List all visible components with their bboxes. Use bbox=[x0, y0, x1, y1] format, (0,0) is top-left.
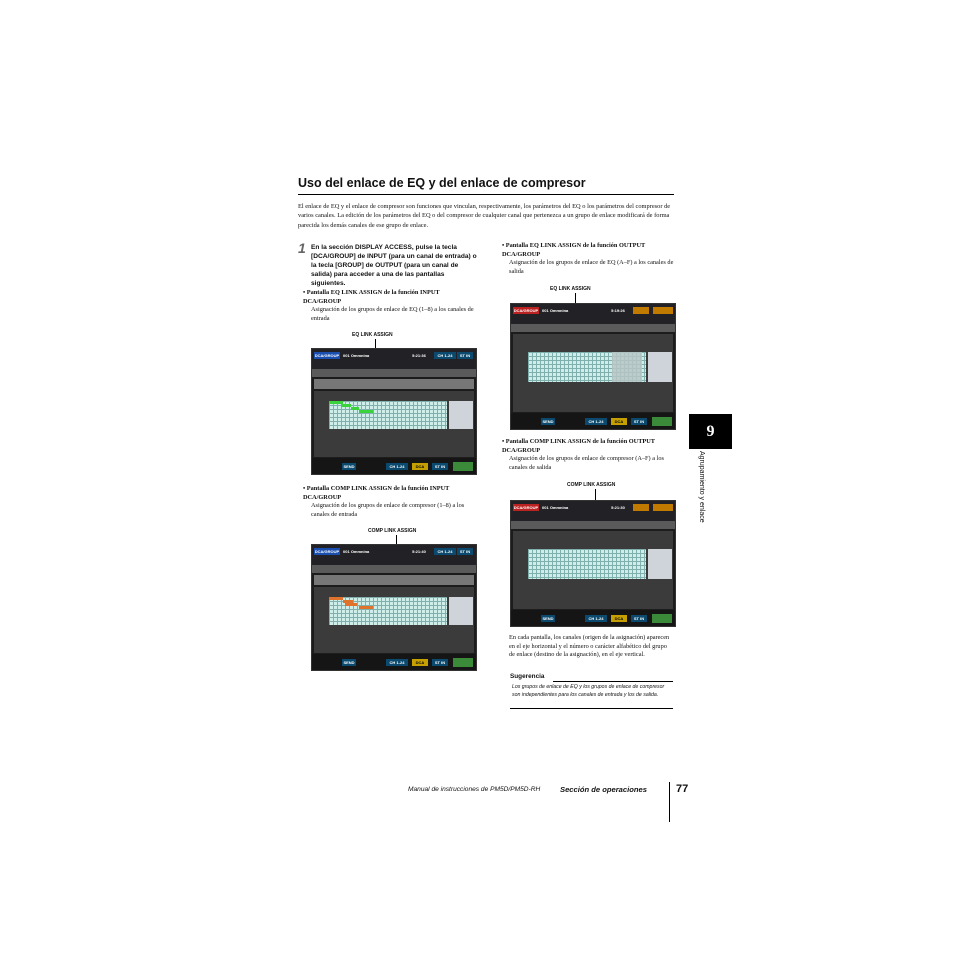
send-tab: SEND bbox=[542, 616, 554, 621]
scene-name: 001 Ommnina bbox=[343, 549, 370, 554]
send-tab: SEND bbox=[542, 419, 554, 424]
step-text: En la sección DISPLAY ACCESS, pulse la tecla [DCA/GROUP] de INPUT (para un canal de entrada) o la tecla [GROUP] de OUTPUT (para un canal de salida) para acceder a una de las pantallas siguientes. bbox=[311, 244, 477, 287]
st-in-footer: ST IN bbox=[432, 659, 448, 666]
item-input-eq bbox=[303, 289, 478, 323]
screenshot-output-comp-link bbox=[510, 500, 676, 627]
tip-top-rule bbox=[553, 681, 673, 682]
ch-range: CH 1-24 bbox=[434, 352, 456, 359]
st-in: ST IN bbox=[457, 548, 473, 555]
item-output-comp bbox=[502, 438, 674, 472]
tip-label: Sugerencia bbox=[510, 673, 545, 680]
scene-name: 001 Ommnina bbox=[343, 353, 370, 358]
item-body: Asignación de los grupos de enlace de compresor (A–F) a los canales de salida bbox=[509, 455, 664, 471]
chapter-label: Agrupamiento y enlace bbox=[698, 451, 705, 523]
screenshot-output-eq-link bbox=[510, 303, 676, 430]
callout-comp-link-assign: COMP LINK ASSIGN bbox=[567, 482, 616, 488]
section-title: Uso del enlace de EQ y del enlace de compresor bbox=[298, 176, 586, 190]
tip-bottom-rule bbox=[510, 708, 673, 709]
time-display: 5:21:30 bbox=[611, 505, 625, 510]
page-number: 77 bbox=[676, 783, 689, 795]
ch-range: CH 1-24 bbox=[434, 548, 456, 555]
ch-range-footer: CH 1-24 bbox=[585, 418, 607, 425]
item-body: Asignación de los grupos de enlace de compresor (1–8) a los canales de entrada bbox=[311, 502, 465, 518]
footer-divider bbox=[669, 782, 670, 822]
time-display: 5:19:26 bbox=[611, 308, 625, 313]
func-label: DCA/GROUP bbox=[314, 353, 340, 358]
ch-range-footer: CH 1-24 bbox=[585, 615, 607, 622]
time-display: 5:21:40 bbox=[412, 549, 426, 554]
dca-tab: DCA bbox=[611, 615, 627, 622]
closing-paragraph: En cada pantalla, los canales (origen de la asignación) aparecen en el eje horizontal y el número o carácter alfabético del grupo de enlace (destino de la asignación), en el eje vertical. bbox=[509, 634, 670, 659]
footer-section: Sección de operaciones bbox=[560, 785, 647, 794]
ch-range-footer: CH 1-24 bbox=[386, 659, 408, 666]
footer-manual: Manual de instrucciones de PM5D/PM5D-RH bbox=[408, 786, 541, 793]
item-heading: • Pantalla EQ LINK ASSIGN de la función INPUT DCA/GROUP bbox=[303, 289, 440, 305]
item-heading: • Pantalla EQ LINK ASSIGN de la función OUTPUT DCA/GROUP bbox=[502, 242, 646, 258]
callout-comp-link-assign: COMP LINK ASSIGN bbox=[368, 528, 417, 534]
callout-eq-link-assign: EQ LINK ASSIGN bbox=[550, 286, 591, 292]
func-label: DCA/GROUP bbox=[314, 549, 340, 554]
screenshot-input-comp-link bbox=[311, 544, 477, 671]
screenshot-input-eq-link bbox=[311, 348, 477, 475]
st-in: ST IN bbox=[457, 352, 473, 359]
func-label: DCA/GROUP bbox=[513, 308, 539, 313]
st-in-footer: ST IN bbox=[432, 463, 448, 470]
item-body: Asignación de los grupos de enlace de EQ (1–8) a los canales de entrada bbox=[311, 306, 474, 322]
dca-tab: DCA bbox=[611, 418, 627, 425]
time-display: 5:21:36 bbox=[412, 353, 426, 358]
scene-name: 001 Ommnina bbox=[542, 308, 569, 313]
title-divider bbox=[298, 194, 674, 195]
func-label: DCA/GROUP bbox=[513, 505, 539, 510]
callout-eq-link-assign: EQ LINK ASSIGN bbox=[352, 332, 393, 338]
send-tab: SEND bbox=[343, 464, 355, 469]
item-output-eq bbox=[502, 242, 674, 276]
item-input-comp bbox=[303, 485, 478, 519]
st-in-footer: ST IN bbox=[631, 615, 647, 622]
item-heading: • Pantalla COMP LINK ASSIGN de la función INPUT DCA/GROUP bbox=[303, 485, 450, 501]
scene-name: 001 Ommnina bbox=[542, 505, 569, 510]
item-heading: • Pantalla COMP LINK ASSIGN de la función OUTPUT DCA/GROUP bbox=[502, 438, 655, 454]
dca-tab: DCA bbox=[412, 659, 428, 666]
tip-text: Los grupos de enlace de EQ y los grupos de enlace de compresor son independientes para los canales de entrada y los de salida. bbox=[512, 684, 665, 698]
intro-paragraph: El enlace de EQ y el enlace de compresor son funciones que vinculan, respectivamente, los parámetros del EQ o los parámetros del compresor de varios canales. La edición de los parámetros del EQ o del compresor de cualquier canal que pertenezca a un grupo de enlace modificará de forma parecida los demás canales de ese grupo de enlace. bbox=[298, 203, 671, 229]
item-body: Asignación de los grupos de enlace de EQ (A–F) a los canales de salida bbox=[509, 259, 674, 275]
ch-range-footer: CH 1-24 bbox=[386, 463, 408, 470]
step-number: 1 bbox=[298, 240, 306, 256]
send-tab: SEND bbox=[343, 660, 355, 665]
chapter-tab: 9 bbox=[689, 414, 732, 449]
dca-tab: DCA bbox=[412, 463, 428, 470]
st-in-footer: ST IN bbox=[631, 418, 647, 425]
